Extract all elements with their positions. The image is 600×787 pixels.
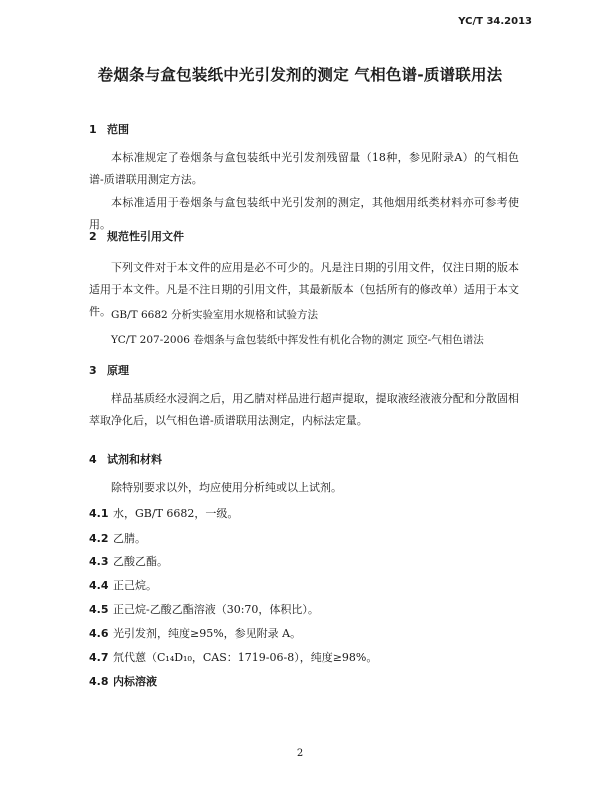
item-number: 4.6 — [89, 627, 109, 640]
reagent-item — [89, 673, 157, 689]
reagent-item — [89, 553, 168, 569]
section-1-paragraph-1: 本标准规定了卷烟条与盒包装纸中光引发剂残留量（18种，参见附录A）的气相色谱-质谱联用测定方法。 — [89, 151, 519, 186]
section-4-heading — [89, 451, 162, 467]
item-text: 正己烷-乙酸乙酯溶液（30:70，体积比）。 — [113, 603, 319, 616]
item-text: 氘代蒽（C₁₄D₁₀，CAS：1719-06-8），纯度≥98%。 — [113, 651, 378, 664]
normative-reference: GB/T 6682 分析实验室用水规格和试验方法 — [111, 309, 319, 321]
item-number: 4.1 — [89, 507, 109, 520]
section-title: 试剂和材料 — [107, 453, 162, 466]
item-text: 水，GB/T 6682，一级。 — [113, 507, 239, 520]
section-number: 2 — [89, 230, 97, 243]
section-1-heading — [89, 121, 129, 137]
reagent-item — [89, 505, 238, 521]
reagent-item — [89, 530, 146, 546]
reagent-item — [89, 577, 157, 593]
item-text: 内标溶液 — [113, 675, 157, 688]
item-text: 乙酸乙酯。 — [113, 555, 168, 568]
document-title: 卷烟条与盒包装纸中光引发剂的测定 气相色谱-质谱联用法 — [97, 66, 503, 84]
section-number: 1 — [89, 123, 97, 136]
item-number: 4.4 — [89, 579, 109, 592]
item-number: 4.8 — [89, 675, 109, 688]
item-number: 4.5 — [89, 603, 109, 616]
item-text: 正己烷。 — [113, 579, 157, 592]
item-number: 4.7 — [89, 651, 109, 664]
section-number: 3 — [89, 364, 97, 377]
reagent-item — [89, 649, 377, 665]
reagent-item — [89, 601, 319, 617]
section-number: 4 — [89, 453, 97, 466]
item-text: 乙腈。 — [113, 532, 146, 545]
section-1-paragraph-2: 本标准适用于卷烟条与盒包装纸中光引发剂的测定，其他烟用纸类材料亦可参考使用。 — [89, 196, 519, 231]
reagent-item — [89, 625, 301, 641]
section-2-paragraph-1: 下列文件对于本文件的应用是必不可少的。凡是注日期的引用文件，仅注日期的版本适用于本文件。凡是不注日期的引用文件，其最新版本（包括所有的修改单）适用于本文件。 — [89, 261, 519, 318]
section-title: 原理 — [107, 364, 129, 377]
page-number: 2 — [296, 748, 304, 759]
section-title: 规范性引用文件 — [107, 230, 184, 243]
item-text: 光引发剂，纯度≥95%，参见附录 A。 — [113, 627, 302, 640]
section-title: 范围 — [107, 123, 129, 136]
item-number: 4.2 — [89, 532, 109, 545]
item-number: 4.3 — [89, 555, 109, 568]
section-4-paragraph-1: 除特别要求以外，均应使用分析纯或以上试剂。 — [111, 481, 342, 494]
section-2-heading — [89, 228, 184, 244]
normative-reference: YC/T 207-2006 卷烟条与盒包装纸中挥发性有机化合物的测定 顶空-气相色谱法 — [111, 334, 484, 346]
section-3-heading — [89, 362, 129, 378]
standard-code: YC/T 34.2013 — [458, 16, 532, 27]
section-3-paragraph-1: 样品基质经水浸润之后，用乙腈对样品进行超声提取，提取液经液液分配和分散固相萃取净化后，以气相色谱-质谱联用法测定，内标法定量。 — [89, 392, 519, 427]
